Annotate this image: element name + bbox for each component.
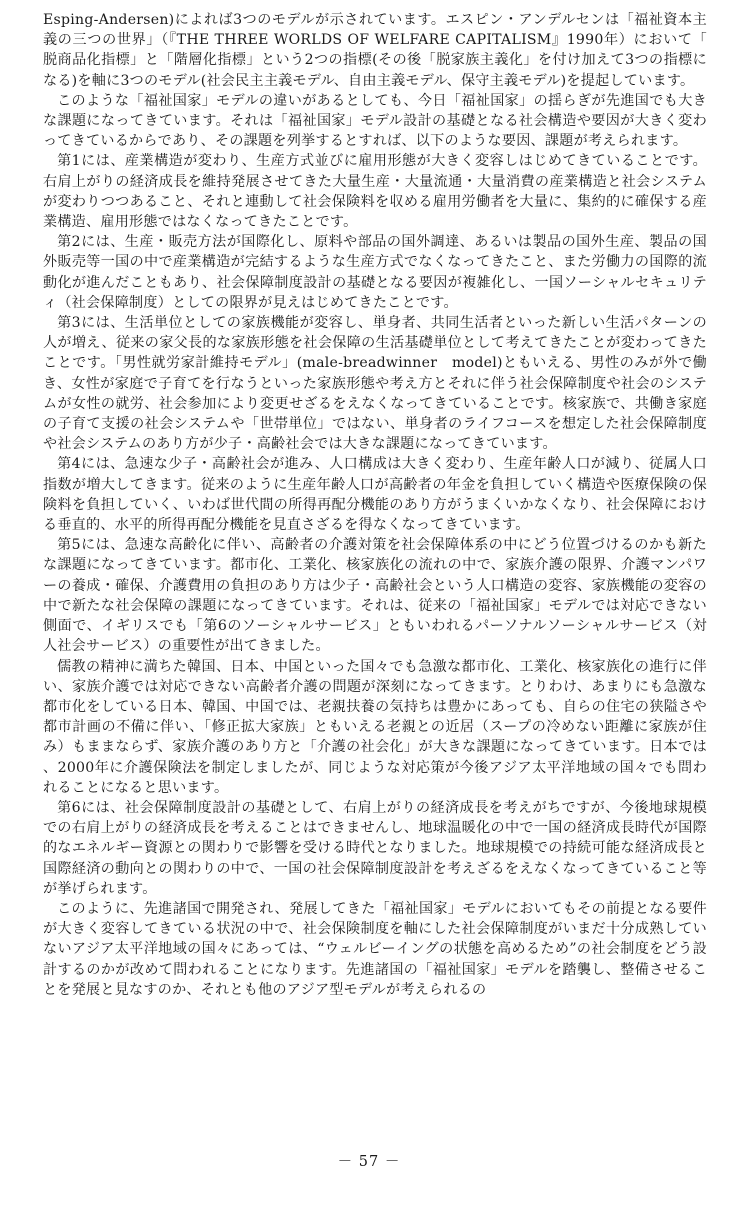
paragraph-factor-1: 第1には、産業構造が変わり、生産方式並びに雇用形態が大きく変容しはじめてきていることです。右肩上がりの経済成長を維持発展させてきた大量生産・大量流通・大量消費の産業構造と社会システムが変わりつつあること、それと連動して社会保険料を収める雇用労働者を大量に、集約的に確保する産業構造、雇用形態ではなくなってきたことです。 <box>43 153 707 231</box>
page-number: － 57 － <box>337 1154 401 1170</box>
paragraph-intro: Esping-Andersen)によれば3つのモデルが示されています。エスピン・アンデルセンは「福祉資本主義の三つの世界」（『THE THREE WORLDS OF WELFARE CAPITALISM』1990年）において「脱商品化指標」と「階層化指標」という2つの指標(その後「脱家族主義化」を付け加えて3つの指標になる)を軸に3つのモデル(社会民主主義モデル、自由主義モデル、保守主義モデル)を提起しています。 <box>43 12 707 89</box>
paragraph-factor-5: 第5には、急速な高齢化に伴い、高齢者の介護対策を社会保障体系の中にどう位置づけるのかも新たな課題になってきています。都市化、工業化、核家族化の流れの中で、家族介護の限界、介護マンパワーの養成・確保、介護費用の負担のあり方は少子・高齢社会という人口構造の変容、家族機能の変容の中で新たな社会保障の課題になってきています。それは、従来の「福祉国家」モデルでは対応できない側面で、イギリスでも「第6のソーシャルサービス」ともいわれるパーソナルソーシャルサービス（対人社会サービス）の重要性が出てきました。 <box>43 537 707 655</box>
paragraph-factor-6: 第6には、社会保障制度設計の基礎として、右肩上がりの経済成長を考えがちですが、今後地球規模での右肩上がりの経済成長を考えることはできませんし、地球温暖化の中で一国の経済成長時代が国際的なエネルギー資源との関わりで影響を受ける時代となりました。地球規模での持続可能な経済成長と国際経済の動向との関わりの中で、一国の社会保障制度設計を考えざるをえなくなってきていること等が挙げられます。 <box>43 799 707 897</box>
body-text <box>43 10 707 1000</box>
paragraph-factor-3: 第3には、生活単位としての家族機能が変容し、単身者、共同生活者といった新しい生活パターンの人が増え、従来の家父長的な家族形態を社会保障の生活基礎単位として考えてきたことが変わってきたことです。「男性就労家計維持モデル」(male-breadwinner model)ともいえる、男性のみが外で働き、女性が家庭で子育てを行なうといった家族形態や考え方とそれに伴う社会保障制度や社会のシステムが女性の就労、社会参加により変更せざるをえなくなってきていることです。核家族で、共働き家庭の子育て支援の社会システムや「世帯単位」ではない、単身者のライフコースを想定した社会保障制度や社会システムのあり方が少子・高齢社会では大きな課題になってきています。 <box>43 315 707 453</box>
paragraph-factor-4: 第4には、急速な少子・高齢社会が進み、人口構成は大きく変わり、生産年齢人口が減り、従属人口指数が増大してきます。従来のように生産年齢人口が高齢者の年金を負担していく構造や医療保険の保険料を負担していく、いわば世代間の所得再配分機能のあり方がうまくいかなくなり、社会保障における垂直的、水平的所得再配分機能を見直さざるを得なくなってきています。 <box>43 456 707 534</box>
paragraph-conclusion: このように、先進諸国で開発され、発展してきた「福祉国家」モデルにおいてもその前提となる要件が大きく変容してきている状況の中で、社会保険制度を軸にした社会保障制度がいまだ十分成熟していないアジア太平洋地域の国々にあっては、“ウェルビーイングの状態を高めるため”の社会制度をどう設計するのかが改めて問われることになります。先進諸国の「福祉国家」モデルを踏襲し、整備させることを発展と見なすのか、それとも他のアジア型モデルが考えられるの <box>43 900 707 998</box>
paragraph-confucian-asia: 儒教の精神に満ちた韓国、日本、中国といった国々でも急激な都市化、工業化、核家族化の進行に伴い、家族介護では対応できない高齢者介護の問題が深刻になってきます。とりわけ、あまりにも急激な都市化をしている日本、韓国、中国では、老親扶養の気持ちは豊かにあっても、自らの住宅の狭隘さや都市計画の不備に伴い、「修正拡大家族」ともいえる老親との近居（スープの冷めない距離に家族が住み）もままならず、家族介護のあり方と「介護の社会化」が大きな課題になってきています。日本では、2000年に介護保険法を制定しましたが、同じような対応策が今後アジア太平洋地域の国々でも問われることになると思います。 <box>43 658 707 796</box>
paragraph-factor-2: 第2には、生産・販売方法が国際化し、原料や部品の国外調達、あるいは製品の国外生産、製品の国外販売等一国の中で産業構造が完結するような生産方式でなくなってきたこと、また労働力の国際的流動化が進んだこともあり、社会保障制度設計の基礎となる要因が複雑化し、一国ソーシャルセキュリティ（社会保障制度）としての限界が見えはじめてきたことです。 <box>43 234 707 311</box>
paragraph-welfare-state-crisis: このような「福祉国家」モデルの違いがあるとしても、今日「福祉国家」の揺らぎが先進国でも大きな課題になってきています。それは「福祉国家」モデル設計の基礎となる社会構造や要因が大きく変わってきているからであり、その課題を列挙するとすれば、以下のような要因、課題が考えられます。 <box>43 92 707 150</box>
